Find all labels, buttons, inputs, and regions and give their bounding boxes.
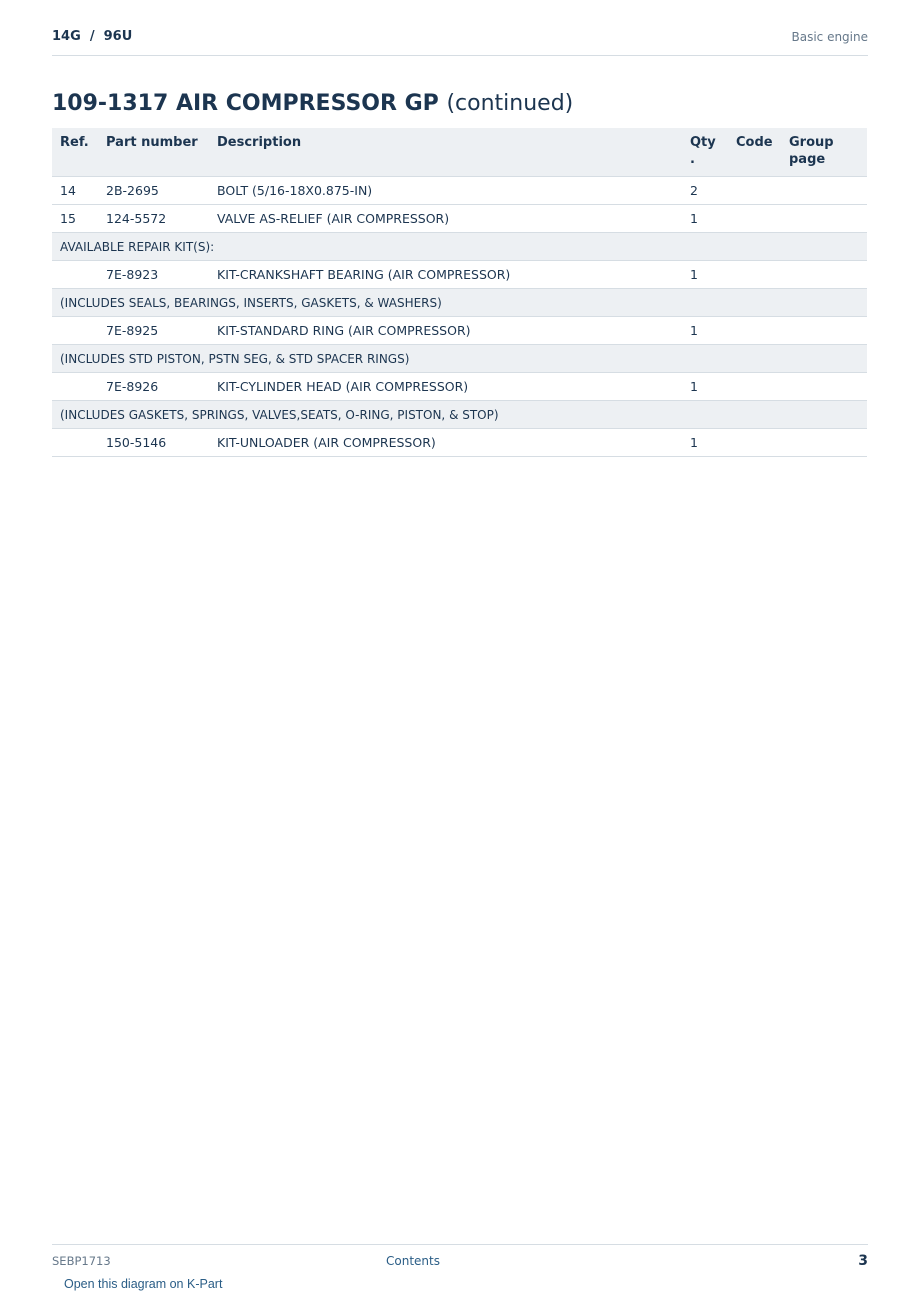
note-text: AVAILABLE REPAIR KIT(S): xyxy=(52,233,867,261)
part-number-cell: 7E-8925 xyxy=(98,317,209,345)
qty-cell: 1 xyxy=(682,429,728,457)
ref-cell: 14 xyxy=(52,177,98,205)
model-label: 14G / 96U xyxy=(52,29,133,44)
parts-table-body xyxy=(52,177,867,457)
table-row xyxy=(52,205,867,233)
title-main: 109-1317 AIR COMPRESSOR GP xyxy=(52,91,439,116)
ref-cell: 15 xyxy=(52,205,98,233)
note-row xyxy=(52,401,867,429)
group-page-cell xyxy=(781,261,867,289)
page-header xyxy=(52,29,868,56)
ref-cell xyxy=(52,261,98,289)
title-suffix: (continued) xyxy=(446,91,574,116)
open-in-kpart-link[interactable]: Open this diagram on K-Part xyxy=(64,1277,223,1291)
page-title xyxy=(52,89,573,119)
table-header-row xyxy=(52,128,867,177)
table-row xyxy=(52,177,867,205)
description-cell: KIT-UNLOADER (AIR COMPRESSOR) xyxy=(209,429,682,457)
group-page-cell xyxy=(781,373,867,401)
code-cell xyxy=(728,429,781,457)
code-cell xyxy=(728,317,781,345)
group-page-cell xyxy=(781,177,867,205)
contents-link[interactable]: Contents xyxy=(386,1254,440,1268)
note-row xyxy=(52,233,867,261)
part-number-cell: 7E-8923 xyxy=(98,261,209,289)
description-cell: BOLT (5/16-18X0.875-IN) xyxy=(209,177,682,205)
note-text: (INCLUDES GASKETS, SPRINGS, VALVES,SEATS, O-RING, PISTON, & STOP) xyxy=(52,401,867,429)
qty-cell: 2 xyxy=(682,177,728,205)
description-cell: KIT-CYLINDER HEAD (AIR COMPRESSOR) xyxy=(209,373,682,401)
table-row xyxy=(52,261,867,289)
code-cell xyxy=(728,205,781,233)
col-header-code: Code xyxy=(728,128,781,177)
page-footer xyxy=(52,1244,868,1269)
part-number-cell: 7E-8926 xyxy=(98,373,209,401)
note-row xyxy=(52,345,867,373)
part-number-cell: 124-5572 xyxy=(98,205,209,233)
table-row xyxy=(52,373,867,401)
col-header-part-number: Part number xyxy=(98,128,209,177)
qty-cell: 1 xyxy=(682,317,728,345)
part-number-cell: 2B-2695 xyxy=(98,177,209,205)
qty-cell: 1 xyxy=(682,261,728,289)
ref-cell xyxy=(52,429,98,457)
description-cell: KIT-CRANKSHAFT BEARING (AIR COMPRESSOR) xyxy=(209,261,682,289)
col-header-group-page: Group page xyxy=(781,128,867,177)
section-name: Basic engine xyxy=(791,30,868,44)
code-cell xyxy=(728,177,781,205)
description-cell: VALVE AS-RELIEF (AIR COMPRESSOR) xyxy=(209,205,682,233)
parts-table xyxy=(52,128,867,457)
group-page-cell xyxy=(781,205,867,233)
document-id: SEBP1713 xyxy=(52,1254,111,1268)
group-page-cell xyxy=(781,429,867,457)
note-text: (INCLUDES SEALS, BEARINGS, INSERTS, GASKETS, & WASHERS) xyxy=(52,289,867,317)
note-text: (INCLUDES STD PISTON, PSTN SEG, & STD SPACER RINGS) xyxy=(52,345,867,373)
ref-cell xyxy=(52,317,98,345)
qty-cell: 1 xyxy=(682,205,728,233)
description-cell: KIT-STANDARD RING (AIR COMPRESSOR) xyxy=(209,317,682,345)
part-number-cell: 150-5146 xyxy=(98,429,209,457)
group-page-cell xyxy=(781,317,867,345)
col-header-ref: Ref. xyxy=(52,128,98,177)
col-header-qty: Qty . xyxy=(682,128,728,177)
code-cell xyxy=(728,261,781,289)
code-cell xyxy=(728,373,781,401)
col-header-description: Description xyxy=(209,128,682,177)
table-row xyxy=(52,429,867,457)
qty-cell: 1 xyxy=(682,373,728,401)
page-number: 3 xyxy=(858,1253,868,1269)
note-row xyxy=(52,289,867,317)
ref-cell xyxy=(52,373,98,401)
table-row xyxy=(52,317,867,345)
